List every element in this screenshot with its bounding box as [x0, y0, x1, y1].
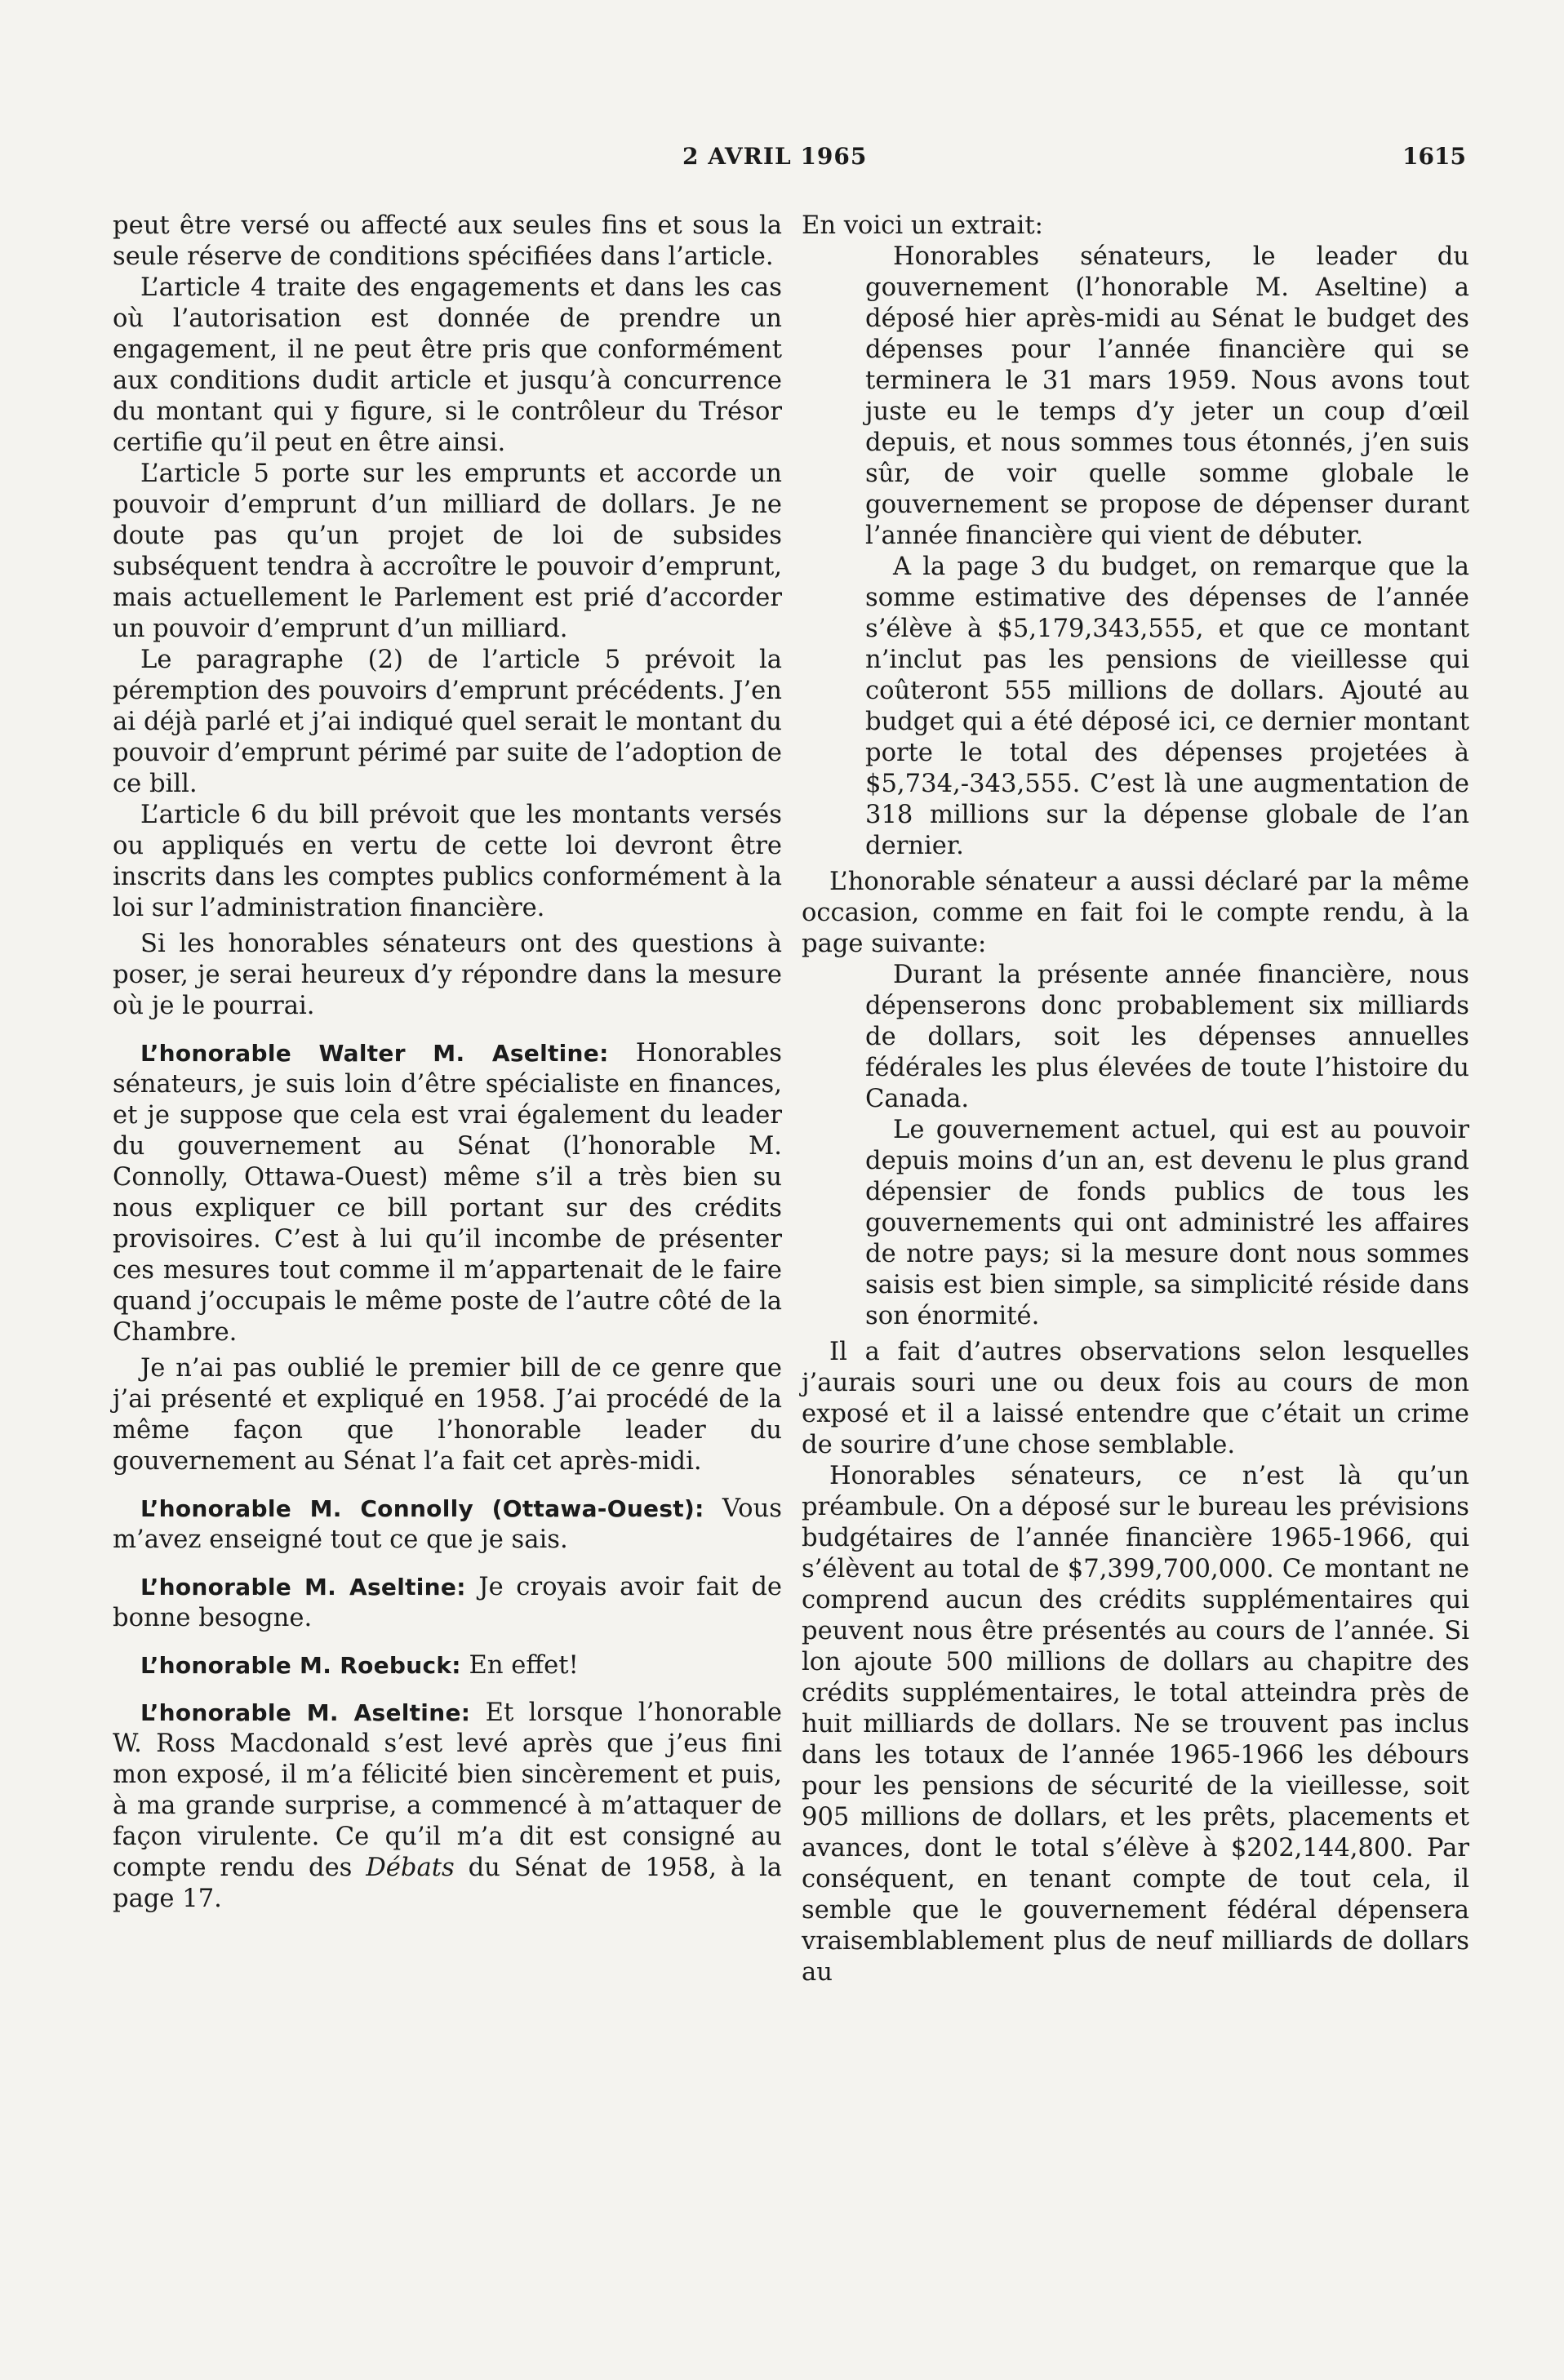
- speech: [113, 1650, 782, 1681]
- page-header: [0, 143, 1564, 175]
- quote-paragraph: Durant la présente année financière, nous dépenserons donc probablement six milliards de dollars, soit les dépenses annuelles fédérales les plus élevées de toute l’histoire du Canada.: [865, 961, 1469, 1113]
- speech: [113, 1038, 782, 1348]
- speech-text: En effet!: [469, 1651, 579, 1680]
- paragraph: Je n’ai pas oublié le premier bill de ce genre que j’ai présenté et expliqué en 1958. J’ai procédé de la même façon que l’honorable leader du gouvernement au Sénat l’a fait cet après-midi.: [113, 1354, 782, 1476]
- quotation: [865, 960, 1469, 1332]
- paragraph: L’honorable sénateur a aussi déclaré par la même occasion, comme en fait foi le compte rendu, à la page suivante:: [802, 868, 1469, 958]
- speech: [113, 1494, 782, 1556]
- speech: [113, 1698, 782, 1915]
- speech-text: Honorables sénateurs, je suis loin d’être spécialiste en finances, et je suppose que cela est vrai également du leader du gouvernement au Sénat (l’honorable M. Connolly, Ottawa-Ouest) même s’il a très bien su nous expliquer ce bill portant sur des crédits provisoires. C’est à lui qu’il incombe de présenter ces mesures tout comme il m’appartenait de le faire quand j’occupais le même poste de l’autre côté de la Chambre.: [113, 1039, 782, 1347]
- speech-text: du Sénat de 1958, à la page 17.: [113, 1854, 782, 1913]
- paragraph: peut être versé ou affecté aux seules fins et sous la seule réserve de conditions spécifiées dans l’article.: [113, 211, 782, 271]
- speech: [113, 1572, 782, 1634]
- paragraph: L’article 5 porte sur les emprunts et accorde un pouvoir d’emprunt d’un milliard de dollars. Je ne doute pas qu’un projet de loi de subsides subséquent tendra à accroître le pouvoir d’emprunt, mais actuellement le Parlement est prié d’accorder un pouvoir d’emprunt d’un milliard.: [113, 460, 782, 643]
- quote-paragraph: Honorables sénateurs, le leader du gouvernement (l’honorable M. Aseltine) a déposé hier après-midi au Sénat le budget des dépenses pour l’année financière qui se terminera le 31 mars 1959. Nous avons tout juste eu le temps d’y jeter un coup d’œil depuis, et nous sommes tous étonnés, j’en suis sûr, de voir quelle somme globale le gouvernement se propose de dépenser durant l’année financière qui vient de débuter.: [865, 242, 1469, 550]
- speaker-name: L’honorable Walter M. Aseltine:: [140, 1040, 609, 1067]
- paragraph: En voici un extrait:: [802, 211, 1043, 240]
- speech-text: Je croyais avoir fait de bonne besogne.: [113, 1573, 783, 1632]
- paragraph: Il a fait d’autres observations selon lesquelles j’aurais souri une ou deux fois au cours de mon exposé et il a laissé entendre que c’était un crime de sourire d’une chose semblable.: [802, 1338, 1469, 1459]
- speaker-name: L’honorable M. Roebuck:: [140, 1652, 461, 1679]
- paragraph: Honorables sénateurs, ce n’est là qu’un préambule. On a déposé sur le bureau les prévisions budgétaires de l’année financière 1965-1966, qui s’élèvent au total de $7,399,700,000. Ce montant ne comprend aucun des crédits supplémentaires qui peuvent nous être présentés au cours de l’année. Si lon ajoute 500 millions de dollars au chapitre des crédits supplémentaires, le total atteindra près de huit milliards de dollars. Ne se trouvent pas inclus dans les totaux de l’année 1965-1966 les débours pour les pensions de sécurité de la vieillesse, soit 905 millions de dollars, et les prêts, placements et avances, dont le total s’élève à $202,144,800. Par conséquent, en tenant compte de tout cela, il semble que le gouvernement fédéral dépensera vraisemblablement plus de neuf milliards de dollars au: [802, 1462, 1469, 1987]
- paragraph: L’article 6 du bill prévoit que les montants versés ou appliqués en vertu de cette loi devront être inscrits dans les comptes publics conformément à la loi sur l’administration financière.: [113, 801, 782, 922]
- quotation: [865, 242, 1469, 862]
- speech-text: Vous m’avez enseigné tout ce que je sais.: [113, 1494, 782, 1554]
- speech-text: Et lorsque l’honorable W. Ross Macdonald s’est levé après que j’eus fini mon exposé, il m’a félicité bien sincèrement et puis, à ma grande surprise, a commencé à m’attaquer de façon virulente. Ce qu’il m’a dit est consigné au compte rendu des: [113, 1698, 782, 1882]
- paragraph: L’article 4 traite des engagements et dans les cas où l’autorisation est donnée de prendre un engagement, il ne peut être pris que conformément aux conditions dudit article et jusqu’à concurrence du montant qui y figure, si le contrôleur du Trésor certifie qu’il peut en être ainsi.: [113, 273, 782, 457]
- speaker-name: L’honorable M. Aseltine:: [140, 1699, 471, 1726]
- header-date: 2 AVRIL 1965: [682, 143, 868, 170]
- paragraph: Le paragraphe (2) de l’article 5 prévoit la péremption des pouvoirs d’emprunt précédents. J’en ai déjà parlé et j’ai indiqué quel serait le montant du pouvoir d’emprunt périmé par suite de l’adoption de ce bill.: [113, 646, 782, 798]
- speaker-name: L’honorable M. Connolly (Ottawa-Ouest):: [140, 1495, 704, 1522]
- paragraph: Si les honorables sénateurs ont des questions à po᠎ser, je serai heureux d’y répondre dans la mesure où je le pourrai.: [113, 930, 782, 1020]
- quote-paragraph: Le gouvernement actuel, qui est au pouvoir depuis moins d’un an, est devenu le plus grand dépensier de fonds publics de tous les gouvernements qui ont administré les affaires de notre pays; si la mesure dont nous sommes saisis est bien simple, sa simplicité réside dans son énormité.: [865, 1116, 1469, 1330]
- quote-paragraph: A la page 3 du budget, on remarque que la somme estimative des dépenses de l’année s’élève à $5,179,343,555, et que ce montant n’inclut pas les pensions de vieillesse qui coûteront 555 millions de dollars. Ajouté au budget qui a été déposé ici, ce dernier montant porte le total des dépenses projetées à $5,734,-343,555. C’est là une augmentation de 318 millions sur la dépense globale de l’an dernier.: [865, 553, 1469, 860]
- speaker-name: L’honorable M. Aseltine:: [140, 1574, 466, 1601]
- right-column: [802, 211, 1469, 1988]
- page-number: 1615: [1402, 143, 1466, 170]
- left-column: [113, 211, 782, 1915]
- publication-title: Débats: [366, 1854, 455, 1882]
